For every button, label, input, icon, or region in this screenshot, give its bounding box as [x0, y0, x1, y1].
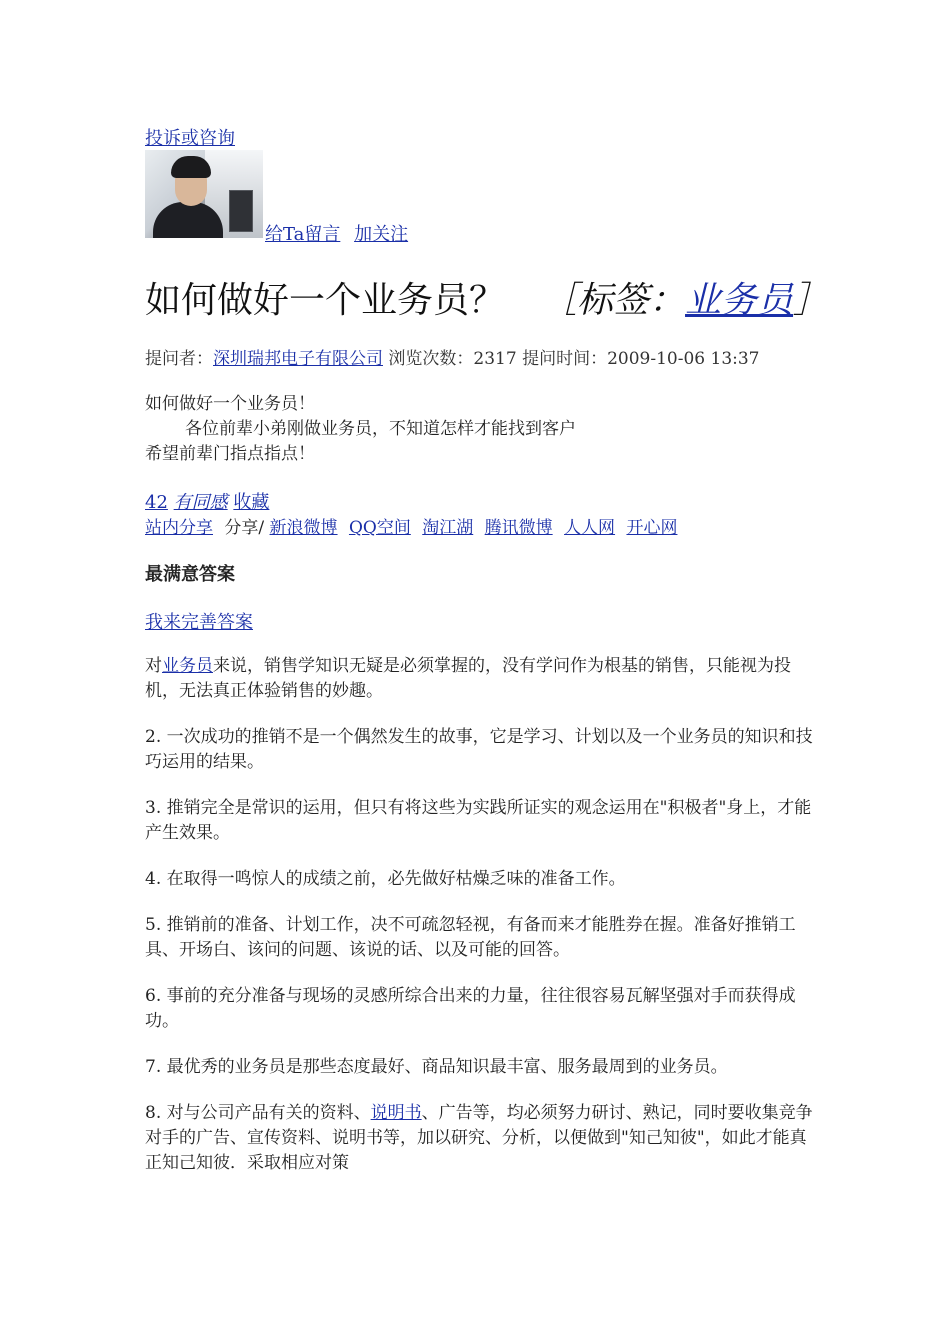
follow-link[interactable]: 加关注 [354, 224, 409, 245]
answer-paragraph: 2. 一次成功的推销不是一个偶然发生的故事，它是学习、计划以及一个业务员的知识和技巧运用的结果。 [145, 727, 813, 772]
answer-text: 来说，销售学知识无疑是必须掌握的，没有学问作为根基的销售，只能视为投机，无法真正体验销售的妙趣。 [145, 656, 791, 701]
question-line: 如何做好一个业务员！ [145, 394, 315, 414]
tag-block [541, 280, 829, 321]
tag-close: ］ [793, 280, 830, 321]
best-answer-body [145, 654, 815, 1197]
answer-paragraph [145, 654, 815, 704]
answer-paragraph [145, 1101, 815, 1176]
answer-paragraph: 5. 推销前的准备、计划工作，决不可疏忽轻视，有备而来才能胜券在握。准备好推销工具、开场白、该问的问题、该说的话、以及可能的回答。 [145, 915, 796, 960]
share-tencent-weibo-link[interactable]: 腾讯微博 [484, 518, 553, 538]
avatar[interactable] [145, 150, 263, 238]
ask-time: 2009-10-06 13:37 [607, 349, 760, 369]
complain-link[interactable]: 投诉或咨询 [145, 128, 235, 149]
tag-link[interactable]: 业务员 [685, 280, 794, 321]
answer-text: 对 [145, 656, 162, 676]
question-body [145, 392, 576, 467]
agree-count[interactable]: 42 [145, 492, 168, 513]
share-kaixin-link[interactable]: 开心网 [626, 518, 678, 538]
best-answer-heading: 最满意答案 [145, 564, 235, 585]
tag-open: ［标签： [541, 280, 686, 321]
views-count: 2317 [473, 349, 517, 369]
collect-link[interactable]: 收藏 [233, 492, 270, 513]
answer-paragraph: 7. 最优秀的业务员是那些态度最好、商品知识最丰富、服务最周到的业务员。 [145, 1057, 728, 1077]
views-label: 浏览次数： [388, 349, 474, 369]
feedback-row [145, 488, 269, 514]
question-title [145, 272, 829, 323]
question-title-text: 如何做好一个业务员？ [145, 280, 506, 321]
profile-links [265, 220, 416, 246]
time-label: 提问时间： [522, 349, 608, 369]
question-meta [145, 344, 760, 369]
answer-paragraph: 6. 事前的充分准备与现场的灵感所综合出来的力量，往往很容易瓦解坚强对手而获得成功。 [145, 986, 796, 1031]
improve-answer-link[interactable]: 我来完善答案 [145, 612, 253, 633]
asker-link[interactable]: 深圳瑞邦电子有限公司 [213, 349, 383, 369]
question-line: 希望前辈门指点指点！ [145, 444, 315, 464]
answer-paragraph: 3. 推销完全是常识的运用，但只有将这些为实践所证实的观念运用在"积极者"身上，才能产生效果。 [145, 798, 812, 843]
share-row [145, 513, 683, 538]
question-line: 各位前辈小弟刚做业务员，不知道怎样才能找到客户 [185, 419, 576, 439]
share-weibo-link[interactable]: 新浪微博 [269, 518, 338, 538]
share-renren-link[interactable]: 人人网 [564, 518, 616, 538]
leave-message-link[interactable]: 给Ta留言 [265, 224, 341, 245]
share-taojianghu-link[interactable]: 淘江湖 [422, 518, 474, 538]
asker-label: 提问者： [145, 349, 213, 369]
manual-link[interactable]: 说明书 [370, 1103, 422, 1123]
share-label: 分享/ [224, 518, 265, 538]
answer-paragraph: 4. 在取得一鸣惊人的成绩之前，必先做好枯燥乏味的准备工作。 [145, 869, 626, 889]
answer-text: 、广告等，均必须努力研讨、熟记，同时要收集竞争对手的广告、宣传资料、说明书等，加以研究、分析，以便做到"知己知彼"，如此才能真正知己知彼．采取相应对策 [145, 1103, 813, 1173]
share-qzone-link[interactable]: QQ空间 [348, 518, 411, 538]
salesman-link[interactable]: 业务员 [162, 656, 213, 676]
same-feeling-link[interactable]: 有同感 [173, 492, 228, 513]
site-share-link[interactable]: 站内分享 [145, 518, 213, 538]
answer-text: 8. 对与公司产品有关的资料、 [145, 1103, 371, 1123]
